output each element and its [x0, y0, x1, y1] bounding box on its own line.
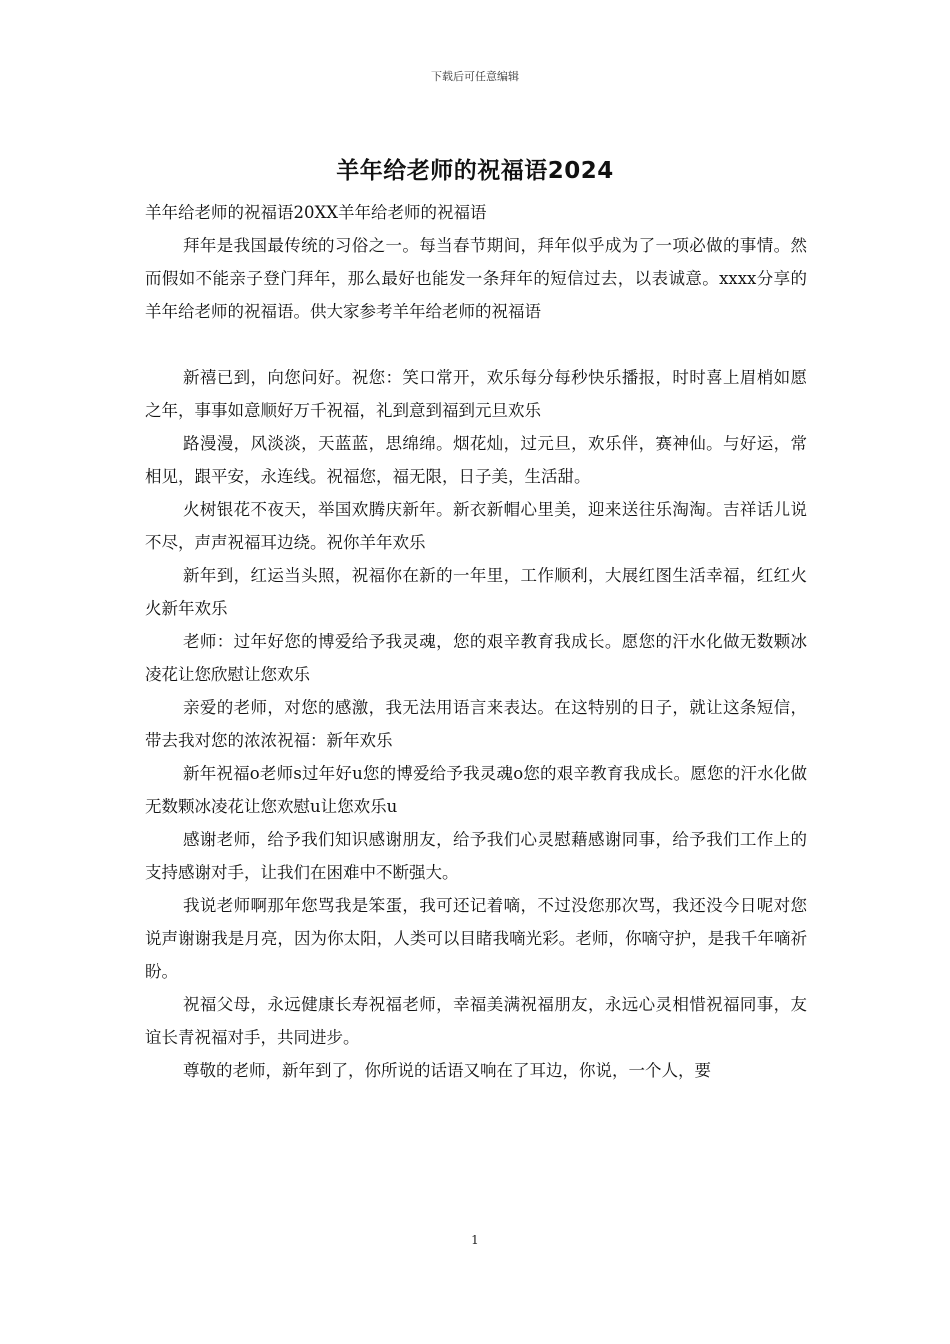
paragraph: 新禧已到，向您问好。祝您：笑口常开，欢乐每分每秒快乐播报，时时喜上眉梢如愿之年，事事如意顺好万千祝福，礼到意到福到元旦欢乐	[145, 368, 807, 420]
header-note: 下载后可任意编辑	[431, 70, 519, 83]
document-title: 羊年给老师的祝福语2024	[336, 158, 614, 184]
subtitle-line: 羊年给老师的祝福语20XX羊年给老师的祝福语	[145, 203, 487, 222]
page-number: 1	[471, 1233, 479, 1247]
paragraph: 祝福父母，永远健康长寿祝福老师，幸福美满祝福朋友，永远心灵相惜祝福同事，友谊长青祝福对手，共同进步。	[145, 995, 807, 1047]
paragraph: 新年到，红运当头照，祝福你在新的一年里，工作顺利，大展红图生活幸福，红红火火新年欢乐	[145, 566, 807, 618]
document-body	[145, 196, 807, 1087]
paragraph: 老师：过年好您的博爱给予我灵魂，您的艰辛教育我成长。愿您的汗水化做无数颗冰凌花让您欣慰让您欢乐	[145, 632, 807, 684]
blank-line	[145, 328, 807, 361]
paragraph: 火树银花不夜天，举国欢腾庆新年。新衣新帽心里美，迎来送往乐淘淘。吉祥话儿说不尽，声声祝福耳边绕。祝你羊年欢乐	[145, 500, 807, 552]
paragraph: 路漫漫，风淡淡，天蓝蓝，思绵绵。烟花灿，过元旦，欢乐伴，赛神仙。与好运，常相见，跟平安，永连线。祝福您，福无限，日子美，生活甜。	[145, 434, 807, 486]
paragraph-intro: 拜年是我国最传统的习俗之一。每当春节期间，拜年似乎成为了一项必做的事情。然而假如不能亲子登门拜年，那么最好也能发一条拜年的短信过去，以表诚意。xxxx分享的羊年给老师的祝福语。供大家参考羊年给老师的祝福语	[145, 236, 807, 321]
paragraph: 新年祝福o老师s过年好u您的博爱给予我灵魂o您的艰辛教育我成长。愿您的汗水化做无数颗冰凌花让您欢慰u让您欢乐u	[145, 764, 807, 816]
paragraph: 感谢老师，给予我们知识感谢朋友，给予我们心灵慰藉感谢同事，给予我们工作上的支持感谢对手，让我们在困难中不断强大。	[145, 830, 807, 882]
paragraph: 亲爱的老师，对您的感激，我无法用语言来表达。在这特别的日子，就让这条短信，带去我对您的浓浓祝福：新年欢乐	[145, 698, 807, 750]
paragraph: 我说老师啊那年您骂我是笨蛋，我可还记着嘀，不过没您那次骂，我还没今日呢对您说声谢谢我是月亮，因为你太阳，人类可以目睹我嘀光彩。老师，你嘀守护，是我千年嘀祈盼。	[145, 896, 807, 981]
paragraph: 尊敬的老师，新年到了，你所说的话语又响在了耳边，你说，一个人，要	[183, 1061, 711, 1080]
